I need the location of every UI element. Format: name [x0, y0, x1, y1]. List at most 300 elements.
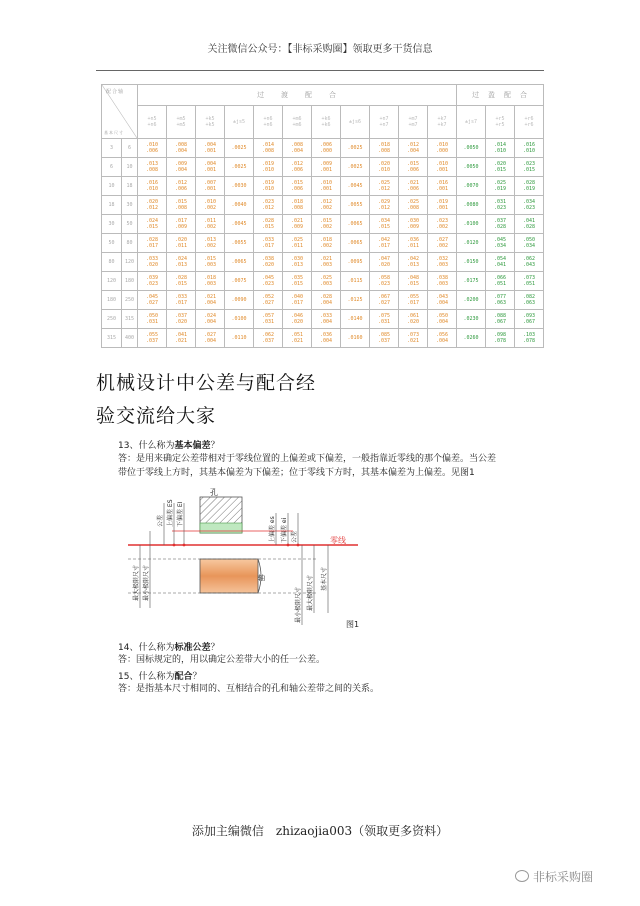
cell-r6-c8-v0: .047 [377, 256, 391, 262]
cell-r5-c4-v1: .017 [261, 243, 275, 249]
cell-r2-c13-v0: .028 [522, 180, 536, 186]
fit-col-11-line-0: ±js7 [464, 119, 478, 125]
cell-r2-c2-v0: .007 [203, 180, 217, 186]
cell-r10-c6-v0: .036 [319, 332, 333, 338]
cell-r9-c1-v0: .037 [174, 313, 188, 319]
cell-r9-c10 [428, 310, 457, 329]
cell-r6-c4 [254, 253, 283, 272]
cell-r3-c0 [138, 196, 167, 215]
cell-r0-c7-v0: .0025 [347, 145, 363, 151]
cell-r1-c4-v1: .010 [261, 167, 275, 173]
cell-r6-c6 [312, 253, 341, 272]
size-to: 18 [122, 177, 138, 196]
cell-r8-c8-v1: .027 [377, 300, 391, 306]
cell-r0-c13 [515, 139, 544, 158]
cell-r5-c7-v0: .0065 [347, 240, 363, 246]
cell-r0-c12-v1: .010 [493, 148, 507, 154]
cell-r2-c10-v0: .016 [435, 180, 449, 186]
cell-r6-c11-v0: .0150 [463, 259, 479, 265]
size-from: 6 [102, 158, 122, 177]
cell-r6-c5-v0: .030 [290, 256, 304, 262]
cell-r10-c4 [254, 329, 283, 348]
cell-r5-c9-v0: .036 [406, 237, 420, 243]
cell-r4-c3-v0: .0045 [231, 221, 247, 227]
size-to: 315 [122, 310, 138, 329]
cell-r1-c7-v0: .0025 [347, 164, 363, 170]
cell-r1-c13-v1: .015 [522, 167, 536, 173]
cell-r1-c9-v0: .015 [406, 161, 420, 167]
size-from: 80 [102, 253, 122, 272]
cell-r3-c10-v0: .019 [435, 199, 449, 205]
cell-r8-c4 [254, 291, 283, 310]
cell-r2-c8-v0: .025 [377, 180, 391, 186]
cell-r3-c9 [399, 196, 428, 215]
cell-r1-c8-v0: .020 [377, 161, 391, 167]
cell-r6-c3 [225, 253, 254, 272]
label-es: 上偏差 ES [167, 499, 174, 527]
cell-r1-c5-v1: .006 [290, 167, 304, 173]
cell-r0-c9-v1: .004 [406, 148, 420, 154]
cell-r7-c7-v0: .0115 [347, 278, 363, 284]
table-row [102, 291, 544, 310]
fit-col-7-line-0: ±js6 [348, 119, 362, 125]
cell-r6-c2 [196, 253, 225, 272]
fit-col-11 [457, 106, 486, 139]
cell-r8-c7 [341, 291, 370, 310]
cell-r10-c7 [341, 329, 370, 348]
cell-r6-c2-v0: .015 [203, 256, 217, 262]
cell-r7-c2-v1: .003 [203, 281, 217, 287]
cell-r5-c0-v0: .028 [145, 237, 159, 243]
cell-r10-c8-v0: .085 [377, 332, 391, 338]
cell-r0-c13-v0: .016 [522, 142, 536, 148]
cell-r8-c5-v0: .040 [290, 294, 304, 300]
cell-r5-c0-v1: .017 [145, 243, 159, 249]
question-15-key: 配合 [174, 672, 193, 682]
cell-r3-c7 [341, 196, 370, 215]
cell-r7-c5-v0: .035 [290, 275, 304, 281]
cell-r0-c3-v0: .0025 [231, 145, 247, 151]
cell-r2-c0 [138, 177, 167, 196]
cell-r2-c12 [486, 177, 515, 196]
cell-r4-c6 [312, 215, 341, 234]
cell-r10-c1 [167, 329, 196, 348]
cell-r3-c3 [225, 196, 254, 215]
cell-r7-c12-v0: .066 [493, 275, 507, 281]
cell-r3-c4-v1: .012 [261, 205, 275, 211]
cell-r6-c1-v0: .024 [174, 256, 188, 262]
cell-r1-c3-v0: .0025 [231, 164, 247, 170]
cell-r1-c10 [428, 158, 457, 177]
fit-col-0-line-0: +n5 [147, 116, 157, 122]
cell-r5-c1-v0: .020 [174, 237, 188, 243]
cell-r9-c2-v0: .024 [203, 313, 217, 319]
cell-r1-c1-v0: .009 [174, 161, 188, 167]
fit-col-13-line-0: +r6 [524, 116, 534, 122]
cell-r3-c6-v1: .002 [319, 205, 333, 211]
cell-r1-c8-v1: .010 [377, 167, 391, 173]
cell-r0-c5-v1: .004 [290, 148, 304, 154]
cell-r3-c10 [428, 196, 457, 215]
cell-r8-c10-v1: .004 [435, 300, 449, 306]
cell-r8-c13 [515, 291, 544, 310]
cell-r3-c1-v0: .015 [174, 199, 188, 205]
cell-r5-c9-v1: .011 [406, 243, 420, 249]
cell-r3-c8-v1: .012 [377, 205, 391, 211]
cell-r0-c4-v1: .008 [261, 148, 275, 154]
cell-r10-c5-v0: .051 [290, 332, 304, 338]
cell-r6-c4-v0: .038 [261, 256, 275, 262]
fit-col-8 [370, 106, 399, 139]
cell-r6-c10-v0: .032 [435, 256, 449, 262]
cell-r6-c5-v1: .013 [290, 262, 304, 268]
fit-col-12-line-0: +r5 [495, 116, 505, 122]
cell-r4-c2 [196, 215, 225, 234]
cell-r6-c1 [167, 253, 196, 272]
cell-r9-c2-v1: .004 [203, 319, 217, 325]
cell-r0-c7 [341, 139, 370, 158]
size-from: 3 [102, 139, 122, 158]
cell-r3-c9-v0: .025 [406, 199, 420, 205]
cell-r0-c0 [138, 139, 167, 158]
cell-r10-c12 [486, 329, 515, 348]
label-basic: 基本尺寸 [321, 566, 328, 591]
cell-r2-c0-v1: .010 [145, 186, 159, 192]
cell-r4-c12-v0: .037 [493, 218, 507, 224]
cell-r9-c12-v1: .067 [493, 319, 507, 325]
cell-r10-c9-v1: .021 [406, 338, 420, 344]
fit-col-8-line-0: +n7 [379, 116, 389, 122]
fit-col-4 [254, 106, 283, 139]
cell-r9-c4 [254, 310, 283, 329]
fit-col-10 [428, 106, 457, 139]
cell-r5-c5-v0: .025 [290, 237, 304, 243]
cell-r5-c6-v0: .018 [319, 237, 333, 243]
cell-r1-c1 [167, 158, 196, 177]
fit-col-12 [486, 106, 515, 139]
cell-r8-c9 [399, 291, 428, 310]
label-min-shaft: 最小极限尺寸 [295, 586, 302, 623]
fit-col-6-line-0: +k6 [321, 116, 331, 122]
cell-r6-c13-v0: .062 [522, 256, 536, 262]
cell-r4-c4-v0: .028 [261, 218, 275, 224]
question-14-end: ？ [210, 643, 220, 653]
cell-r10-c0-v1: .037 [145, 338, 159, 344]
question-13-num: 13、什么称为 [118, 441, 175, 451]
cell-r10-c13-v0: .103 [522, 332, 536, 338]
fit-col-2-line-1: +k5 [205, 122, 215, 128]
size-from: 180 [102, 291, 122, 310]
cell-r10-c5 [283, 329, 312, 348]
cell-r6-c0-v0: .033 [145, 256, 159, 262]
table-header-row-1 [102, 85, 544, 106]
cell-r5-c11-v0: .0120 [463, 240, 479, 246]
label-hole: 孔 [210, 488, 218, 497]
fit-col-9-line-1: +m7 [408, 122, 418, 128]
cell-r8-c6-v1: .004 [319, 300, 333, 306]
cell-r7-c3 [225, 272, 254, 291]
cell-r7-c10 [428, 272, 457, 291]
cell-r7-c10-v0: .038 [435, 275, 449, 281]
cell-r3-c1-v1: .008 [174, 205, 188, 211]
cell-r0-c6-v0: .006 [319, 142, 333, 148]
table-row [102, 215, 544, 234]
cell-r2-c9-v0: .021 [406, 180, 420, 186]
cell-r0-c2 [196, 139, 225, 158]
cell-r3-c5-v1: .008 [290, 205, 304, 211]
corner-top-label: 配合轴 [106, 89, 125, 95]
fit-col-3-line-0: ±js5 [232, 119, 246, 125]
cell-r2-c4-v1: .010 [261, 186, 275, 192]
cell-r8-c4-v1: .027 [261, 300, 275, 306]
cell-r9-c10-v1: .004 [435, 319, 449, 325]
cell-r1-c10-v1: .001 [435, 167, 449, 173]
cell-r8-c5-v1: .017 [290, 300, 304, 306]
question-14-key: 标准公差 [174, 643, 211, 653]
fit-col-5 [283, 106, 312, 139]
cell-r7-c8 [370, 272, 399, 291]
cell-r0-c13-v1: .010 [522, 148, 536, 154]
cell-r4-c11 [457, 215, 486, 234]
cell-r1-c6-v1: .001 [319, 167, 333, 173]
cell-r4-c5-v1: .009 [290, 224, 304, 230]
cell-r2-c12-v0: .025 [493, 180, 507, 186]
cell-r1-c9-v1: .006 [406, 167, 420, 173]
question-13 [118, 438, 219, 451]
fit-col-9-line-0: +m7 [408, 116, 418, 122]
cell-r8-c6-v0: .028 [319, 294, 333, 300]
cell-r0-c6 [312, 139, 341, 158]
cell-r9-c8-v1: .031 [377, 319, 391, 325]
cell-r6-c13-v1: .043 [522, 262, 536, 268]
cell-r6-c7 [341, 253, 370, 272]
cell-r0-c12 [486, 139, 515, 158]
cell-r4-c9-v1: .009 [406, 224, 420, 230]
size-to: 50 [122, 215, 138, 234]
cell-r1-c13-v0: .023 [522, 161, 536, 167]
article-title-line1: 机械设计中公差与配合经 [96, 372, 317, 394]
cell-r9-c4-v0: .057 [261, 313, 275, 319]
cell-r2-c13 [515, 177, 544, 196]
group-transition: 过 渡 配 合 [138, 85, 457, 106]
label-caption: 图1 [346, 620, 360, 629]
cell-r4-c8-v0: .034 [377, 218, 391, 224]
question-13-end: ？ [210, 441, 220, 451]
cell-r8-c1-v1: .017 [174, 300, 188, 306]
cell-r1-c8 [370, 158, 399, 177]
cell-r7-c12-v1: .051 [493, 281, 507, 287]
cell-r10-c2 [196, 329, 225, 348]
cell-r1-c6-v0: .009 [319, 161, 333, 167]
brand-watermark [515, 868, 593, 885]
cell-r5-c12-v0: .045 [493, 237, 507, 243]
cell-r9-c12 [486, 310, 515, 329]
question-14 [118, 640, 219, 653]
cell-r9-c5 [283, 310, 312, 329]
cell-r0-c5 [283, 139, 312, 158]
cell-r10-c7-v0: .0160 [347, 335, 363, 341]
cell-r9-c13-v1: .067 [522, 319, 536, 325]
cell-r1-c0-v1: .008 [145, 167, 159, 173]
cell-r8-c2-v0: .021 [203, 294, 217, 300]
cell-r4-c10-v1: .002 [435, 224, 449, 230]
cell-r8-c0 [138, 291, 167, 310]
cell-r0-c11-v0: .0050 [463, 145, 479, 151]
cell-r2-c6-v1: .001 [319, 186, 333, 192]
cell-r9-c8 [370, 310, 399, 329]
cell-r0-c10 [428, 139, 457, 158]
label-tol-right: 公差 [291, 530, 298, 543]
cell-r0-c1-v0: .008 [174, 142, 188, 148]
cell-r5-c1 [167, 234, 196, 253]
cell-r8-c4-v0: .052 [261, 294, 275, 300]
cell-r7-c13 [515, 272, 544, 291]
cell-r2-c8 [370, 177, 399, 196]
cell-r2-c6 [312, 177, 341, 196]
cell-r8-c12 [486, 291, 515, 310]
cell-r4-c6-v0: .015 [319, 218, 333, 224]
cell-r10-c2-v1: .004 [203, 338, 217, 344]
cell-r1-c10-v0: .010 [435, 161, 449, 167]
cell-r6-c10 [428, 253, 457, 272]
cell-r2-c10-v1: .001 [435, 186, 449, 192]
cell-r2-c6-v0: .010 [319, 180, 333, 186]
cell-r5-c13-v0: .050 [522, 237, 536, 243]
corner-bottom-label: 基本尺寸 [104, 130, 124, 135]
cell-r9-c9-v1: .020 [406, 319, 420, 325]
size-to: 10 [122, 158, 138, 177]
cell-r10-c0-v0: .055 [145, 332, 159, 338]
cell-r2-c0-v0: .016 [145, 180, 159, 186]
cell-r5-c3 [225, 234, 254, 253]
cell-r3-c0-v0: .020 [145, 199, 159, 205]
cell-r5-c7 [341, 234, 370, 253]
cell-r1-c11 [457, 158, 486, 177]
cell-r9-c2 [196, 310, 225, 329]
cell-r4-c13-v0: .041 [522, 218, 536, 224]
cell-r7-c11 [457, 272, 486, 291]
cell-r10-c1-v0: .041 [174, 332, 188, 338]
cell-r3-c8 [370, 196, 399, 215]
cell-r10-c10 [428, 329, 457, 348]
cell-r0-c11 [457, 139, 486, 158]
cell-r4-c4 [254, 215, 283, 234]
cell-r1-c2-v1: .001 [203, 167, 217, 173]
cell-r5-c10-v1: .002 [435, 243, 449, 249]
cell-r10-c8 [370, 329, 399, 348]
cell-r8-c7-v0: .0125 [347, 297, 363, 303]
cell-r8-c1-v0: .033 [174, 294, 188, 300]
cell-r7-c2 [196, 272, 225, 291]
size-from: 250 [102, 310, 122, 329]
cell-r7-c1-v1: .015 [174, 281, 188, 287]
cell-r6-c0-v1: .020 [145, 262, 159, 268]
cell-r1-c7 [341, 158, 370, 177]
cell-r1-c2 [196, 158, 225, 177]
cell-r6-c7-v0: .0095 [347, 259, 363, 265]
cell-r9-c11 [457, 310, 486, 329]
cell-r5-c6 [312, 234, 341, 253]
cell-r8-c0-v1: .027 [145, 300, 159, 306]
answer-13-line2: 带位于零线上方时，其基本偏差为下偏差；位于零线下方时，其基本偏差为上偏差。见图1 [118, 468, 475, 478]
cell-r10-c9-v0: .073 [406, 332, 420, 338]
fit-col-5-line-1: +m6 [292, 122, 302, 128]
label-zero-line: 零线 [330, 536, 346, 545]
cell-r0-c6-v1: .000 [319, 148, 333, 154]
cell-r8-c2 [196, 291, 225, 310]
cell-r4-c3 [225, 215, 254, 234]
cell-r0-c8 [370, 139, 399, 158]
cell-r6-c6-v0: .021 [319, 256, 333, 262]
cell-r3-c6-v0: .012 [319, 199, 333, 205]
cell-r5-c4 [254, 234, 283, 253]
cell-r4-c9-v0: .030 [406, 218, 420, 224]
cell-r9-c11-v0: .0230 [463, 316, 479, 322]
fit-col-2-line-0: +k5 [205, 116, 215, 122]
cell-r6-c12 [486, 253, 515, 272]
cell-r0-c2-v0: .004 [203, 142, 217, 148]
cell-r6-c11 [457, 253, 486, 272]
cell-r10-c6 [312, 329, 341, 348]
cell-r7-c5-v1: .015 [290, 281, 304, 287]
page-header: 关注微信公众号：【非标采购圈】领取更多干货信息 [207, 44, 433, 55]
cell-r8-c8-v0: .067 [377, 294, 391, 300]
cell-r10-c0 [138, 329, 167, 348]
cell-r10-c3-v0: .0110 [231, 335, 247, 341]
cell-r7-c1 [167, 272, 196, 291]
cell-r1-c12-v1: .015 [493, 167, 507, 173]
fit-col-0-line-1: +n6 [147, 122, 157, 128]
cell-r10-c10-v1: .004 [435, 338, 449, 344]
cell-r5-c2-v0: .013 [203, 237, 217, 243]
fit-col-6 [312, 106, 341, 139]
table-row [102, 329, 544, 348]
cell-r9-c4-v1: .031 [261, 319, 275, 325]
fit-col-10-line-1: +k7 [437, 122, 447, 128]
cell-r6-c2-v1: .003 [203, 262, 217, 268]
table-header-row-2 [102, 106, 544, 139]
cell-r2-c4 [254, 177, 283, 196]
size-from: 315 [102, 329, 122, 348]
cell-r9-c9 [399, 310, 428, 329]
cell-r3-c1 [167, 196, 196, 215]
cell-r2-c1-v0: .012 [174, 180, 188, 186]
label-shaft: 轴 [258, 574, 265, 582]
cell-r0-c3 [225, 139, 254, 158]
cell-r8-c9-v0: .055 [406, 294, 420, 300]
cell-r2-c11 [457, 177, 486, 196]
cell-r1-c4 [254, 158, 283, 177]
cell-r0-c8-v1: .008 [377, 148, 391, 154]
cell-r8-c3-v0: .0090 [231, 297, 247, 303]
question-13-key: 基本偏差 [174, 441, 211, 451]
cell-r3-c12-v0: .031 [493, 199, 507, 205]
size-to: 80 [122, 234, 138, 253]
cell-r1-c3 [225, 158, 254, 177]
cell-r7-c4 [254, 272, 283, 291]
cell-r0-c0-v0: .010 [145, 142, 159, 148]
cell-r4-c2-v1: .002 [203, 224, 217, 230]
cell-r4-c0-v1: .015 [145, 224, 159, 230]
cell-r0-c5-v0: .008 [290, 142, 304, 148]
cell-r6-c10-v1: .003 [435, 262, 449, 268]
cell-r9-c6-v0: .033 [319, 313, 333, 319]
question-15-num: 15、什么称为 [118, 672, 175, 682]
cell-r2-c2 [196, 177, 225, 196]
cell-r3-c7-v0: .0055 [347, 202, 363, 208]
cell-r7-c12 [486, 272, 515, 291]
cell-r4-c0 [138, 215, 167, 234]
